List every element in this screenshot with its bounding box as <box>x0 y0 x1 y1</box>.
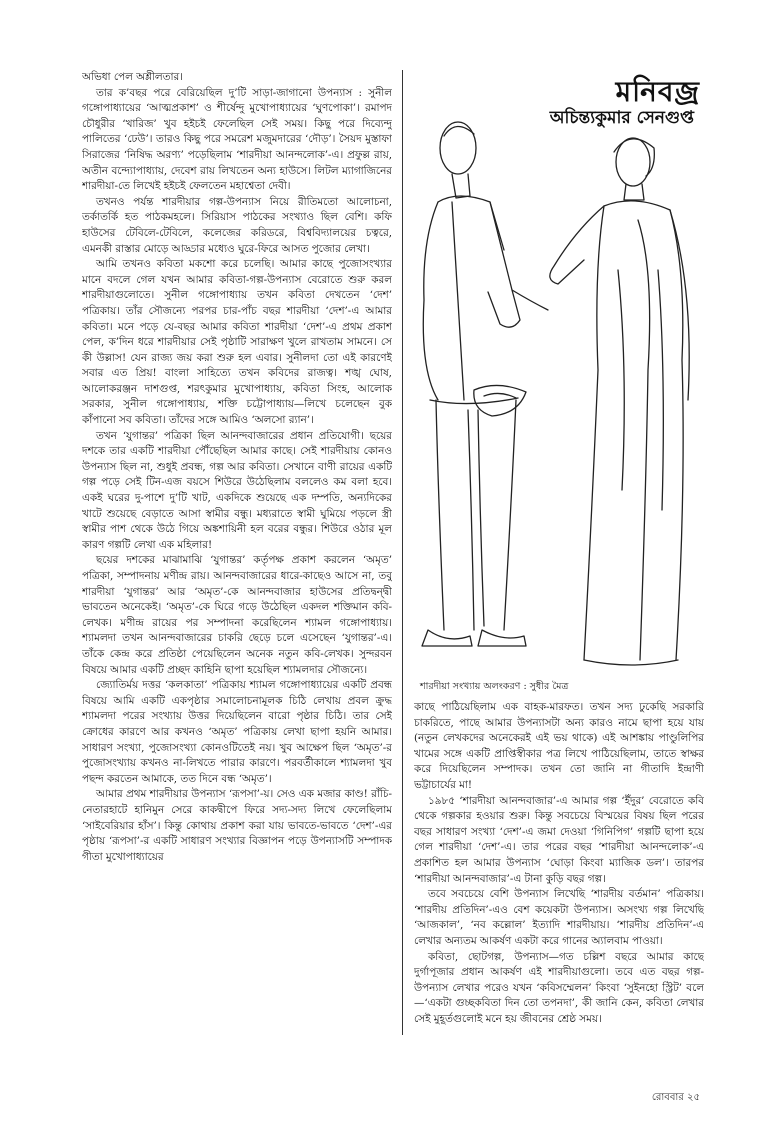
paragraph: আমি তখনও কবিতা মকশো করে চলেছি। আমার কাছে পুজোসংখ্যার মানে বদলে গেল যখন আমার কবিতা-গল্প-উপন্যাস বেরোতে শুরু করল শারদীয়াগুলোতে। সুনীল গঙ্গোপাধ্যায় তখন কবিতা দেখতেন ‘দেশ’ পত্রিকায়। তাঁর সৌজন্যে পরপর চার-পাঁচ বছর শারদীয়া ‘দেশ’-এ আমার কবিতা। মনে পড়ে যে-বছর আমার কবিতা শারদীয়া ‘দেশ’-এ প্রথম প্রকাশ পেল, ক’দিন ধরে শারদীয়ার সেই পৃষ্ঠাটি সারাক্ষণ খুলে রাখতাম সামনে। সে কী উল্লাস! যেন রাজ্য জয় করা শুরু হল এবার। সুনীলদা তো এই কারণেই সবার এত প্রিয়! বাংলা সাহিত্যে তখন কবিদের রাজত্ব। শঙ্খ ঘোষ, আলোকরঞ্জন দাশগুপ্ত, শরৎকুমার মুখোপাধ্যায়, কবিতা সিংহ, আলোক সরকার, সুনীল গঙ্গোপাধ্যায়, শক্তি চট্টোপাধ্যায়—লিখে চলেছেন বুক কাঁপানো সব কবিতা। তাঁদের সঙ্গে আমিও ‘অলসো র‍্যান’। <box>82 258 392 427</box>
paragraph: তার ক’বছর পরে বেরিয়েছিল দু’টি সাড়া-জাগানো উপন্যাস : সুনীল গঙ্গোপাধ্যায়ের ‘আত্মপ্রকাশ’ ও শীর্ষেন্দু মুখোপাধ্যায়ের ‘ঘুণপোকা’। রমাপদ চৌধুরীর ‘খারিজ’ খুব হইচই ফেলেছিল সেই সময়। কিছু পরে দিব্যেন্দু পালিতের ‘ঢেউ’। তারও কিছু পরে সমরেশ মজুমদারের ‘দৌড়’। সৈয়দ মুস্তাফা সিরাজের ‘নিষিদ্ধ অরণ্য’ পড়েছিলাম ‘শারদীয়া আনন্দলোক’-এ। প্রফুল্ল রায়, অতীন বন্দ্যোপাধ্যায়, দেবেশ রায় লিখতেন অন্য হাউসে। লিটল ম্যাগাজিনের শারদীয়া-তে লিখেই হইচই ফেলতেন মহাশ্বেতা দেবী। <box>82 86 392 193</box>
couple-illustration <box>408 70 700 675</box>
paragraph: জ্যোতির্ময় দত্তর ‘কলকাতা’ পত্রিকায় শ্যামল গঙ্গোপাধ্যায়ের একটি প্রবন্ধ বিষয়ে আমি একটি একপৃষ্ঠার সমালোচনামূলক চিঠি লেখায় প্রবল ক্রুদ্ধ শ্যামলদা পরের সংখ্যায় উত্তর দিয়েছিলেন বারো পৃষ্ঠার চিঠি। তার সেই ক্রোধের কারণে আর কখনও ‘অমৃত’ পত্রিকায় লেখা ছাপা হয়নি আমার। সাধারণ সংখ্যা, পুজোসংখ্যা কোনওটিতেই নয়। খুব আক্ষেপ ছিল ‘অমৃত’-র পুজোসংখ্যায় কখনও না-লিখতে পারার কারণে। পরবর্তীকালে শ্যামলদা খুব পছন্দ করতেন আমাকে, তত দিনে বন্ধ ‘অমৃত’। <box>82 679 392 785</box>
left-column <box>82 70 392 1030</box>
paragraph: তবে সবচেয়ে বেশি উপন্যাস লিখেছি ‘শারদীয় বর্তমান’ পত্রিকায়। ‘শারদীয় প্রতিদিন’-এও বেশ কয়েকটা উপন্যাস। অসংখ্য গল্প লিখেছি ‘আজকাল’, ‘নব কল্লোল’ ইত্যাদি শারদীয়ায়। ‘শারদীয় প্রতিদিন’-এ লেখার অন্যতম আকর্ষণ একটা করে গানের অ্যালবাম পাওয়া। <box>414 888 704 947</box>
illustration <box>408 70 700 675</box>
author-name: অচিন্ত্যকুমার সেনগুপ্ত <box>549 108 694 128</box>
paragraph: কবিতা, ছোটগল্প, উপন্যাস—গত চল্লিশ বছরে আমার কাছে দুর্গাপূজার প্রধান আকর্ষণ এই শারদীয়াগুলো। তবে এত বছর গল্প-উপন্যাস লেখার পরেও যখন ‘কবিসম্মেলন’ কিংবা ‘সুইনহো স্ট্রিট’ বলে—‘একটা গুচ্ছকবিতা দিন তো তপনদা’, কী জানি কেন, কবিতা লেখার সেই মুহূর্তগুলোই মনে হয় জীবনের শ্রেষ্ঠ সময়। <box>414 950 704 1025</box>
paragraph: অভিধা পেল অশ্লীলতার। <box>82 71 183 83</box>
right-column <box>414 700 704 1050</box>
column-divider <box>402 70 403 1035</box>
page-footer: রোববার ২৫ <box>651 1092 700 1103</box>
paragraph: তখনও পর্যন্ত শারদীয়ার গল্প-উপন্যাস নিয়ে রীতিমতো আলোচনা, তর্কাতর্কি হত পাঠকমহলে। সিরিয়াস পাঠকের সংখ্যাও ছিল বেশি। কফি হাউসের টেবিলে-টেবিলে, কলেজের করিডরে, বিশ্ববিদ্যালয়ের চত্বরে, এমনকী রাস্তার মোড়ে আড্ডার মধ্যেও ঘুরে-ফিরে আসত পুজোর লেখা। <box>82 195 392 255</box>
paragraph: ১৯৮৫ ‘শারদীয়া আনন্দবাজার’-এ আমার গল্প ‘ইঁদুর’ বেরোতে কবি থেকে গল্পকার হওয়ার শুরু। কিন্তু সবচেয়ে বিস্ময়ের বিষয় ছিল পরের বছর সাধারণ সংখ্যা ‘দেশ’-এ জমা দেওয়া ‘গিনিপিগ’ গল্পটি ছাপা হয়ে গেল শারদীয়া ‘দেশ’-এ। তার পরের বছর ‘শারদীয়া আনন্দলোক’-এ প্রকাশিত হল আমার উপন্যাস ‘ঘোড়া কিংবা ম্যাজিক ডল’। তারপর ‘শারদীয়া আনন্দবাজার’-এ টানা কুড়ি বছর গল্প। <box>414 794 704 885</box>
article-title: মনিবজ্র <box>615 75 700 108</box>
paragraph: ছয়ের দশকের মাঝামাঝি ‘যুগান্তর’ কর্তৃপক্ষ প্রকাশ করলেন ‘অমৃত’ পত্রিকা, সম্পাদনায় মণীন্দ্র রায়। আনন্দবাজারের ধারে-কাছেও আসে না, তবু শারদীয়া ‘যুগান্তর’ আর ‘অমৃত’-কে আনন্দবাজার হাউসের প্রতিদ্বন্দ্বী ভাবতেন অনেকেই। ‘অমৃত’-কে ঘিরে গড়ে উঠেছিল একদল শক্তিমান কবি-লেখক। মণীন্দ্র রায়ের পর সম্পাদনা করেছিলেন শ্যামল গঙ্গোপাধ্যায়। শ্যামলদা তখন আনন্দবাজারের চাকরি ছেড়ে চলে এসেছেন ‘যুগান্তর’-এ। তাঁকে কেন্দ্র করে প্রতিষ্ঠা পেয়েছিলেন অনেক নতুন কবি-লেখক। সুন্দরবন বিষয়ে আমার একটি প্রচ্ছদ কাহিনি ছাপা হয়েছিল শ্যামলদার সৌজন্যে। <box>82 554 392 676</box>
paragraph: তখন ‘যুগান্তর’ পত্রিকা ছিল আনন্দবাজারের প্রধান প্রতিযোগী। ছয়ের দশকে তার একটি শারদীয়া পৌঁছেছিল আমার কাছে। সেই শারদীয়ায় কোনও উপন্যাস ছিল না, শুধুই প্রবন্ধ, গল্প আর কবিতা। সেখানে বাণী রায়ের একটি গল্প পড়ে সেই টিন-এজ বয়সে শিউরে উঠেছিলাম বললেও কম বলা হবে। একই ঘরের দু-পাশে দু’টি খাট, একদিকে শুয়েছে এক দম্পতি, অন্যদিকের খাটে শুয়েছে বেড়াতে আসা স্বামীর বন্ধু। মধ্যরাতে স্বামী ঘুমিয়ে পড়লে স্ত্রী স্বামীর পাশ থেকে উঠে গিয়ে অঙ্কশায়িনী হল বরের বন্ধুর। শিউরে ওঠার মূল কারণ গল্পটি লেখা এক মহিলার! <box>82 429 392 551</box>
paragraph: আমার প্রথম শারদীয়ার উপন্যাস ‘রূপসা’-য়। সেও এক মজার কাণ্ড! রাঁচি-নেতারহাটে হানিমুন সেরে কাকদ্বীপে ফিরে সদ্য-সদ্য লিখে ফেলেছিলাম ‘সাইবেরিয়ার হাঁস’। কিন্তু কোথায় প্রকাশ করা যায় ভাবতে-ভাবতে ‘দেশ’-এর পৃষ্ঠায় ‘রূপসা’-র একটি সাধারণ সংখ্যার বিজ্ঞাপন পড়ে উপন্যাসটি সম্পাদক গীতা মুখোপাধ্যায়ের <box>82 788 392 863</box>
paragraph: কাছে পাঠিয়েছিলাম এক বাহক-মারফত। তখন সদ্য ঢুকেছি সরকারি চাকরিতে, পাছে আমার উপন্যাসটা অন্য কারও নামে ছাপা হয়ে যায় (নতুন লেখকদের অনেকেরই এই ভয় থাকে) এই আশঙ্কায় পাণ্ডুলিপির খামের সঙ্গে একটি প্রাপ্তিস্বীকার পত্র লিখে পাঠিয়েছিলাম, তাতে স্বাক্ষর করে দিয়েছিলেন সম্পাদক। তখন তো জানি না গীতাদি ইন্দ্রাণী ভট্টাচার্যের মা! <box>414 701 704 791</box>
illustration-caption: শারদীয়া সংখ্যায় অলংকরণ : সুধীর মৈত্র <box>420 681 569 692</box>
